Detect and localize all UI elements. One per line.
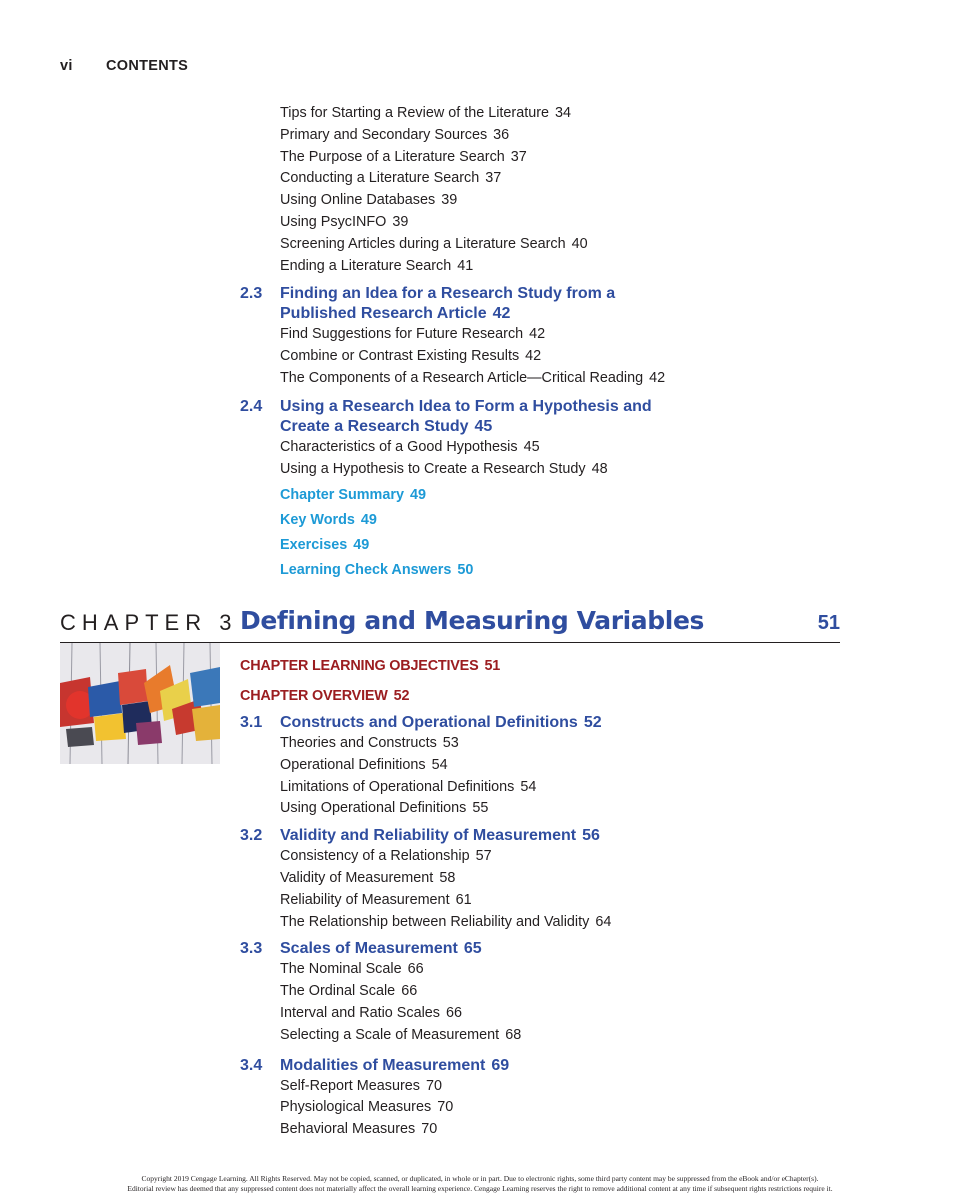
toc-entry[interactable]: Selecting a Scale of Measurement 68 xyxy=(280,1026,522,1043)
section-number: 3.1 xyxy=(240,714,263,731)
section-2-4[interactable] xyxy=(240,397,860,437)
toc-entry[interactable]: Using Operational Definitions 55 xyxy=(280,800,489,817)
copyright-line-2: Editorial review has deemed that any suppressed content does not materially affect the overall learning experience. Cengage Learning reserves the right to remove additional content at any time if subsequent rights restrictions require it. xyxy=(127,1184,833,1193)
running-head-title: CONTENTS xyxy=(106,58,189,74)
toc-entry[interactable]: The Nominal Scale 66 xyxy=(280,961,424,978)
section-number: 3.3 xyxy=(240,940,263,958)
section-number: 2.4 xyxy=(240,397,263,415)
toc-entry[interactable]: Physiological Measures 70 xyxy=(280,1099,454,1116)
toc-entry[interactable]: Characteristics of a Good Hypothesis 45 xyxy=(280,438,540,455)
top-items xyxy=(240,103,860,277)
section-title: Modalities of Measurement 69 xyxy=(280,1056,510,1074)
chapter-overview[interactable]: CHAPTER OVERVIEW 52 xyxy=(240,688,410,704)
chapter-label: CHAPTER 3 xyxy=(60,610,238,635)
toc-entry[interactable]: The Purpose of a Literature Search 37 xyxy=(280,148,527,165)
section-2-4-items xyxy=(240,437,860,481)
section-title: Validity and Reliability of Measurement 56 xyxy=(280,827,600,845)
end-matter-chapter-summary[interactable]: Chapter Summary 49 xyxy=(280,487,426,504)
section-3-4-items xyxy=(240,1076,860,1141)
toc-entry[interactable]: Using Online Databases 39 xyxy=(280,192,458,209)
toc-entry[interactable]: Interval and Ratio Scales 66 xyxy=(280,1004,462,1021)
chapter-page-number: 51 xyxy=(817,612,840,634)
toc-entry[interactable]: Consistency of a Relationship 57 xyxy=(280,848,492,865)
toc-entry[interactable]: Operational Definitions 54 xyxy=(280,756,448,773)
section-number: 2.3 xyxy=(240,285,263,303)
toc-entry[interactable]: Limitations of Operational Definitions 54 xyxy=(280,778,537,795)
chapter-title: Defining and Measuring Variables xyxy=(240,606,704,635)
section-3-3-items xyxy=(240,959,860,1046)
section-3-2-items xyxy=(240,846,860,933)
end-matter-learning-check-answers[interactable]: Learning Check Answers 50 xyxy=(280,562,474,579)
section-3-1[interactable] xyxy=(240,713,860,733)
toc-entry[interactable]: Behavioral Measures 70 xyxy=(280,1121,438,1138)
toc-entry[interactable]: Ending a Literature Search 41 xyxy=(280,257,474,274)
chapter-learning-objectives[interactable]: CHAPTER LEARNING OBJECTIVES 51 xyxy=(240,658,501,674)
section-title: Finding an Idea for a Research Study from a Published Research Article 42 xyxy=(280,285,616,323)
toc-entry[interactable]: The Components of a Research Article—Critical Reading 42 xyxy=(280,369,666,386)
toc-entry[interactable]: Conducting a Literature Search 37 xyxy=(280,170,502,187)
section-2-3[interactable] xyxy=(240,284,860,324)
chapter-2-continuation xyxy=(240,103,860,583)
chapter-3-heading[interactable] xyxy=(60,606,840,643)
toc-entry[interactable]: Find Suggestions for Future Research 42 xyxy=(280,326,546,343)
section-title: Scales of Measurement 65 xyxy=(280,940,482,958)
chapter-3-contents xyxy=(240,651,860,1141)
toc-entry[interactable]: Primary and Secondary Sources 36 xyxy=(280,126,510,143)
toc-entry[interactable]: Reliability of Measurement 61 xyxy=(280,891,472,908)
section-title: Constructs and Operational Definitions 52 xyxy=(280,714,602,731)
page-number: vi xyxy=(60,58,73,74)
section-3-1-items xyxy=(240,733,860,820)
toc-entry[interactable]: Combine or Contrast Existing Results 42 xyxy=(280,348,542,365)
copyright-line-1: Copyright 2019 Cengage Learning. All Rights Reserved. May not be copied, scanned, or duplicated, in whole or in part. Due to electronic rights, some third party content may be suppressed from the eBook and/or eChapter(s). xyxy=(141,1174,819,1183)
section-number: 3.4 xyxy=(240,1056,263,1074)
toc-entry[interactable]: Screening Articles during a Literature Search 40 xyxy=(280,235,588,252)
end-matter xyxy=(240,483,860,583)
toc-entry[interactable]: Validity of Measurement 58 xyxy=(280,869,456,886)
toc-entry[interactable]: Theories and Constructs 53 xyxy=(280,735,459,751)
running-head xyxy=(60,58,188,74)
toc-entry[interactable]: Using a Hypothesis to Create a Research Study 48 xyxy=(280,460,608,477)
toc-entry[interactable]: Using PsycINFO 39 xyxy=(280,213,409,230)
section-3-4[interactable] xyxy=(240,1056,860,1076)
toc-entry[interactable]: The Ordinal Scale 66 xyxy=(280,983,418,1000)
toc-entry[interactable]: Self-Report Measures 70 xyxy=(280,1077,442,1094)
section-3-3[interactable] xyxy=(240,939,860,959)
end-matter-exercises[interactable]: Exercises 49 xyxy=(280,537,370,554)
section-number: 3.2 xyxy=(240,827,263,845)
chapter-art-image xyxy=(60,643,220,764)
section-3-2[interactable] xyxy=(240,826,860,846)
end-matter-key-words[interactable]: Key Words 49 xyxy=(280,512,377,529)
section-2-3-items xyxy=(240,324,860,389)
copyright-footer xyxy=(0,1174,960,1194)
toc-entry[interactable]: The Relationship between Reliability and Validity 64 xyxy=(280,913,612,930)
toc-entry[interactable]: Tips for Starting a Review of the Literature 34 xyxy=(280,105,572,121)
section-title: Using a Research Idea to Form a Hypothesis and Create a Research Study 45 xyxy=(280,397,652,435)
